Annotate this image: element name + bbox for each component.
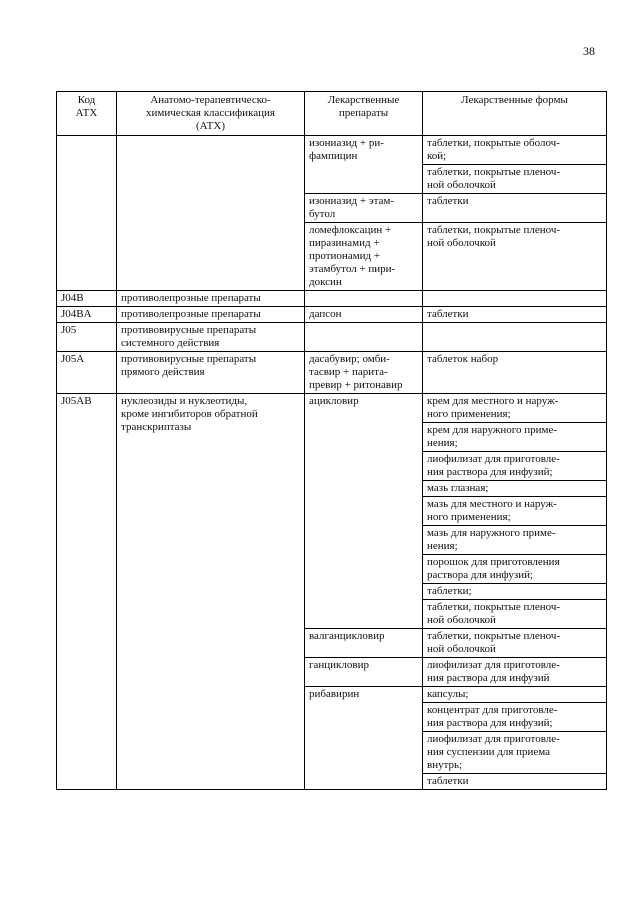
atc-code-cell — [57, 136, 117, 291]
dosage-form-cell: таблетки, покрытые пленоч- ной оболочкой — [423, 223, 607, 291]
dosage-form-cell: порошок для приготовления раствора для инфузий; — [423, 555, 607, 584]
page-number: 38 — [583, 44, 595, 58]
atc-classification-cell: противовирусные препараты системного действия — [117, 323, 305, 352]
table-header-row — [57, 92, 607, 136]
atc-classification-cell: противолепрозные препараты — [117, 291, 305, 307]
dosage-form-cell: таблетки, покрытые пленоч- ной оболочкой — [423, 600, 607, 629]
table-row — [57, 394, 607, 423]
drug-cell — [305, 323, 423, 352]
dosage-form-cell: мазь для наружного приме- нения; — [423, 526, 607, 555]
atc-code-cell: J04BA — [57, 307, 117, 323]
atc-classification-cell: противолепрозные препараты — [117, 307, 305, 323]
dosage-form-cell: крем для наружного приме- нения; — [423, 423, 607, 452]
atc-classification-cell — [117, 136, 305, 291]
table-row — [57, 136, 607, 165]
dosage-form-cell — [423, 291, 607, 307]
dosage-form-cell: мазь для местного и наруж- ного применения; — [423, 497, 607, 526]
drug-cell: дасабувир; омби- тасвир + парита- превир + ритонавир — [305, 352, 423, 394]
dosage-form-cell: таблетки — [423, 194, 607, 223]
dosage-form-cell: таблетки, покрытые пленоч- ной оболочкой — [423, 165, 607, 194]
dosage-form-cell: таблетки — [423, 307, 607, 323]
dosage-form-cell: таблеток набор — [423, 352, 607, 394]
header-dosage-forms: Лекарственные формы — [423, 92, 607, 136]
header-code: Код АТХ — [57, 92, 117, 136]
drug-cell: ломефлоксацин + пиразинамид + протионамид + этамбутол + пири- доксин — [305, 223, 423, 291]
dosage-form-cell: лиофилизат для приготовле- ния раствора для инфузий — [423, 658, 607, 687]
header-drugs: Лекарственные препараты — [305, 92, 423, 136]
atc-code-cell: J04B — [57, 291, 117, 307]
table-body — [57, 136, 607, 790]
drug-cell: ганцикловир — [305, 658, 423, 687]
atc-classification-cell: противовирусные препараты прямого действия — [117, 352, 305, 394]
table-row — [57, 323, 607, 352]
drug-cell: изониазид + ри- фампицин — [305, 136, 423, 194]
drug-cell: дапсон — [305, 307, 423, 323]
dosage-form-cell: мазь глазная; — [423, 481, 607, 497]
header-classification: Анатомо-терапевтическо- химическая классификация (АТХ) — [117, 92, 305, 136]
drug-cell: изониазид + этам- бутол — [305, 194, 423, 223]
drug-cell: ацикловир — [305, 394, 423, 629]
dosage-form-cell: капсулы; — [423, 687, 607, 703]
dosage-form-cell: таблетки; — [423, 584, 607, 600]
dosage-form-cell: крем для местного и наруж- ного применения; — [423, 394, 607, 423]
table-row — [57, 291, 607, 307]
atc-classification-cell: нуклеозиды и нуклеотиды, кроме ингибиторов обратной транскриптазы — [117, 394, 305, 790]
table-row — [57, 307, 607, 323]
dosage-form-cell: лиофилизат для приготовле- ния суспензии для приема внутрь; — [423, 732, 607, 774]
dosage-form-cell — [423, 323, 607, 352]
atc-table — [56, 91, 607, 790]
atc-code-cell: J05A — [57, 352, 117, 394]
dosage-form-cell: таблетки, покрытые пленоч- ной оболочкой — [423, 629, 607, 658]
dosage-form-cell: таблетки — [423, 774, 607, 790]
atc-code-cell: J05AB — [57, 394, 117, 790]
atc-code-cell: J05 — [57, 323, 117, 352]
dosage-form-cell: концентрат для приготовле- ния раствора для инфузий; — [423, 703, 607, 732]
dosage-form-cell: таблетки, покрытые оболоч- кой; — [423, 136, 607, 165]
drug-cell — [305, 291, 423, 307]
table-row — [57, 352, 607, 394]
drug-cell: валганцикловир — [305, 629, 423, 658]
dosage-form-cell: лиофилизат для приготовле- ния раствора для инфузий; — [423, 452, 607, 481]
drug-cell: рибавирин — [305, 687, 423, 790]
